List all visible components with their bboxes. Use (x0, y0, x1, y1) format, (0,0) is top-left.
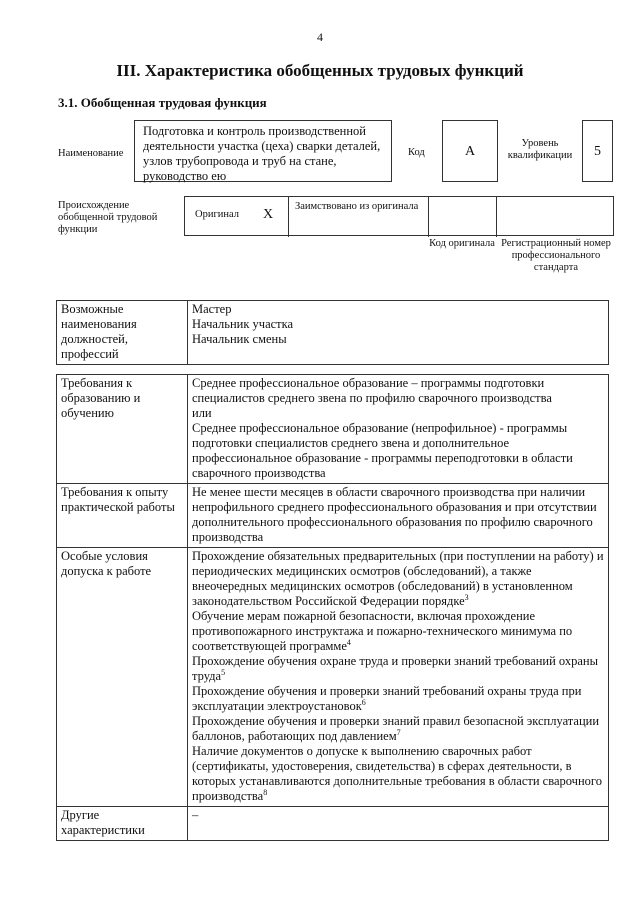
special-condition-item: Прохождение обучения и проверки знаний правил безопасной эксплуатации баллонов, работающих под давлением$^7$ (192, 714, 600, 743)
origin-original-cell (185, 197, 289, 237)
position-item: Мастер (192, 302, 232, 316)
reg-number-label: Регистрационный номер профессионального стандарта (501, 238, 611, 273)
special-condition-item: Прохождение обучения и проверки знаний требований охраны труда при эксплуатации электроустановок$^6$ (192, 684, 582, 713)
original-mark: X (263, 207, 274, 222)
subsection-title: 3.1. Обобщенная трудовая функция (58, 95, 267, 110)
section-title: III. Характеристика обобщенных трудовых функций (116, 61, 524, 80)
special-conditions-label: Особые условия допуска к работе (57, 548, 188, 807)
education-line: или (192, 406, 212, 420)
position-item: Начальник участка (192, 317, 294, 331)
qualification-level-box: 5 (582, 120, 613, 182)
name-label: Наименование (58, 148, 124, 159)
code-label: Код (408, 147, 425, 158)
special-conditions (188, 548, 609, 807)
positions-label: Возможные наименования должностей, профессий (57, 301, 188, 365)
positions-table (56, 300, 609, 365)
education-requirements (188, 375, 609, 484)
requirements-table (56, 374, 609, 841)
code-original-cell (429, 197, 497, 237)
other-characteristics-label: Другие характеристики (57, 807, 188, 841)
education-line: Среднее профессиональное образование – программы подготовки специалистов среднего звена по профилю сварочного производства (192, 376, 552, 405)
code-value-box: A (442, 120, 498, 182)
reg-number-cell (497, 197, 615, 237)
special-condition-item: Обучение мерам пожарной безопасности, включая прохождение противопожарного инструктажа и пожарно-технического минимума по соответствующей программе$^4$ (192, 609, 573, 653)
positions-list (188, 301, 609, 365)
code-original-label: Код оригинала (429, 238, 495, 249)
special-condition-item: Прохождение обязательных предварительных (при поступлении на работу) и периодических медицинских осмотров (обследований), а также внеочередных медицинских осмотров (обследований) в установленном законодательством Российской Федерации порядке$^3$ (192, 549, 604, 608)
education-line: Среднее профессиональное образование (непрофильное) - программы подготовки специалистов среднего звена и дополнительное профессиональное образование - программы переподготовки в области сварочного производства (192, 421, 573, 480)
position-item: Начальник смены (192, 332, 287, 346)
function-name-box: Подготовка и контроль производственной деятельности участка (цеха) сварки деталей, узлов трубопровода и труб на стане, руководство ею (134, 120, 392, 182)
original-label: Оригинал (195, 209, 239, 220)
special-condition-item: Прохождение обучения охране труда и проверки знаний требований охраны труда$^5$ (192, 654, 599, 683)
special-condition-item: Наличие документов о допуске к выполнению сварочных работ (сертификаты, удостоверения, свидетельства) в сферах деятельности, в которых устанавливаются дополнительные требования в области сварочного производства$^8$ (192, 744, 602, 803)
origin-table (184, 196, 614, 236)
origin-label: Происхождение обобщенной трудовой функции (58, 200, 158, 235)
borrowed-label: Заимствовано из оригинала (289, 197, 429, 237)
page-number: 4 (317, 30, 323, 44)
education-label: Требования к образованию и обучению (57, 375, 188, 484)
other-characteristics-value: – (188, 807, 609, 841)
experience-label: Требования к опыту практической работы (57, 484, 188, 548)
experience-requirements: Не менее шести месяцев в области сварочного производства при наличии непрофильного среднего профессионального образования и при отсутствии дополнительного профессионального образования по профилю сварочного производства (188, 484, 609, 548)
qualification-level-label: Уровень квалификации (507, 138, 573, 161)
